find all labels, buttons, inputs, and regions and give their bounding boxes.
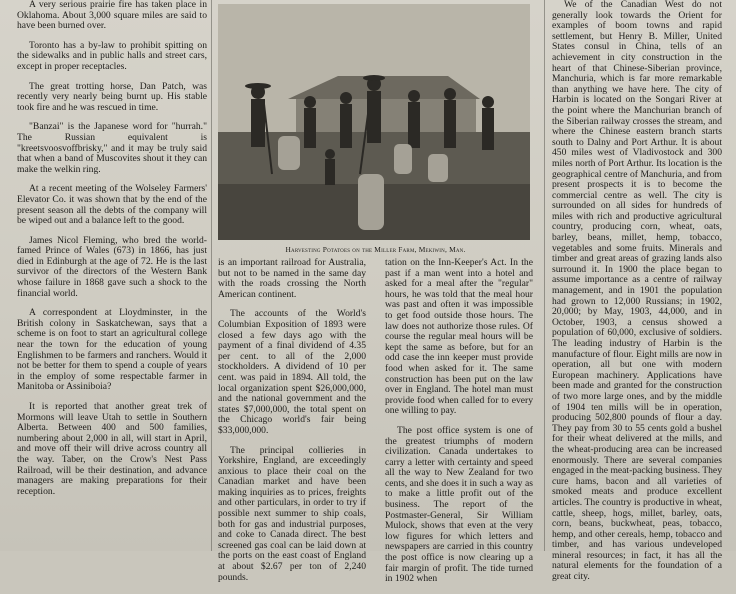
news-item: The great trotting horse, Dan Patch, was recently very nearly being burnt up. His stable took fire and he was rescued in time. bbox=[17, 80, 207, 113]
subcolumn-right bbox=[385, 258, 533, 594]
column-rule bbox=[544, 0, 545, 551]
photo-block bbox=[218, 0, 533, 258]
news-item: is an important railroad for Australia, but not to be named in the same day with the roads crossing the North American continent. bbox=[218, 257, 366, 300]
news-item: A correspondent at Lloydminster, in the British colony in Saskatchewan, says that a scheme is on foot to start an agricultural college near the town for the education of young Englishmen to be farmers and ranchers. Would it not be better for them to spend a couple of years in the employ of some respectable farmer in Manitoba or Assiniboia? bbox=[17, 307, 207, 393]
news-item: James Nicol Fleming, who bred the world-famed Prince of Wales (673) in 1866, has just died in Edinburgh at the age of 72. He is the last survivor of the directors of the Western Bank whose failure in 1868 gave such a shock to the financial world. bbox=[17, 234, 207, 299]
column-middle bbox=[218, 0, 533, 585]
news-item: It is reported that another great trek of Mormons will leave Utah to settle in Southern Alberta. Between 400 and 500 families, numbering about 2,000 in all, will start in April, and move off their will drive across country all the way. Taber, on the Crow's Nest Pass Railroad, will be their destination, and advance managers are making preparations for their reception. bbox=[17, 401, 207, 497]
harvest-photo-illustration bbox=[218, 4, 530, 240]
news-item: The principal collieries in Yorkshire, England, are exceedingly anxious to place their coal on the Canadian market and have been making inquiries as to prices, freights and other particulars, in order to try if possible next summer to ship coals, both for gas and industrial purposes, and coke to Canada direct. The best screened gas coal can be laid down at the ports on the east coast of England at about $2.67 per ton of 2,240 pounds. bbox=[218, 444, 366, 583]
news-item: A very serious prairie fire has taken place in Oklahoma. About 3,000 square miles are said to have been burned over. bbox=[17, 0, 207, 32]
column-right bbox=[552, 0, 722, 583]
news-item: The post office system is one of the greatest triumphs of modern civilization. Canada undertakes to carry a letter with certainty and speed all the way to New Zealand for two cents, and she does it in such a way as to make a little profit out of the business. The report of the Postmaster-General, Sir William Mulock, shows that even at the very low figures for which letters and newspapers are carried in this country the post office is now clearing up a fair margin of profit. The tide turned in 1902 when bbox=[385, 424, 533, 585]
photo-caption: Harvesting Potatoes on the Miller Farm, Mekiwin, Man. bbox=[285, 245, 466, 254]
middle-subcolumns bbox=[218, 258, 533, 594]
news-item: tation on the Inn-Keeper's Act. In the past if a man went into a hotel and asked for a meal after the "regular" hours, he was told that the meal hour was past and often it was impossible to get food outside those hours. The law does not authorize those rules. Of course the regular meal hours will be kept the same as before, but for an odd case the inn keeper must provide food when asked for it. The same construction has been put on the law over in England. The hotel man must provide food when called for to every one willing to pay. bbox=[385, 257, 533, 417]
news-item: "Banzai" is the Japanese word for "hurrah." The Russian equivalent is "kreetsvoosvoffbrisky," and it may be truly said that when a band of Muscovites shout it they can make the welkin ring. bbox=[17, 121, 207, 175]
news-item: Toronto has a by-law to prohibit spitting on the sidewalks and in public halls and street cars, except in proper receptacles. bbox=[17, 39, 207, 72]
news-item: We of the Canadian West do not generally look towards the Orient for examples of boom towns and rapid settlement, but Henry B. Miller, United States consul in China, tells of an achievement in city construction in the heart of that Chinese-Siberian province, Manchuria, which is far more remarkable than anything we have here. The city of Harbin is located on the Songari River at the point where the Manchurian branch of the Siberian railway crosses the stream, and where the Chinese eastern branch starts south to Dalny and Port Arthur. It is about 450 miles west of Vladivostock and 300 miles north of Port Arthur. Its location is the geographical centre of Manchuria, and from present prospects it is to become the commercial centre as well. The city is surrounded on all sides for hundreds of miles with rich and productive agricultural country, producing corn, wheat, oats, barley, beans, millet, hemp, tobacco, vegetables and some fruits. Minerals and timber and great areas of grazing lands also surround it. In 1900 the place began to assume importance as a centre of railway management, and in 1901 the population had grown to 12,000 Russians; in 1902, 20,000; by May, 1903, 44,000, and in October, 1903, a census showed a population of 60,000, exclusive of soldiers. The leading industry of Harbin is the manufacture of flour. Eight mills are now in operation, all but one with modern European machinery. Applications have been made and granted for the construction of two more large ones, and by the middle of 1904 ten mills will be in operation, producing 502,800 pounds of flour a day. They pay from 30 to 55 cents gold a bushel for their wheat delivered at the mills, and the wheat-producing area can be increased enormously. There are several companies engaged in the meat-packing business. They cure hams, bacon and all varieties of smoked meats and produce excellent articles. The country is productive in wheat, cattle, sheep, hogs, millet, barley, oats, corn, beans, buckwheat, peas, tobacco, hemp, and other cereals, hemp, tobacco and timber, and has various undeveloped mineral resources; in fact, it has all the natural elements for the foundation of a great city. bbox=[552, 0, 722, 583]
news-item: The accounts of the World's Columbian Exposition of 1893 were closed a few days ago with the payment of a final dividend of 4.35 per cent. to all of the 2,000 stockholders. A dividend of 10 per cent. was paid in 1894. All told, the local organization spent $26,000,000, and the national government and the states $7,000,000, the total spent on the Chicago world's fair being $33,000,000. bbox=[218, 308, 366, 436]
column-rule bbox=[211, 0, 212, 551]
news-item: At a recent meeting of the Wolseley Farmers' Elevator Co. it was shown that by the end of the present season all the debts of the company will be wiped out and a balance left to the good. bbox=[17, 183, 207, 227]
harvest-photo bbox=[218, 4, 530, 240]
column-left bbox=[17, 0, 207, 551]
subcolumn-left bbox=[218, 258, 366, 594]
